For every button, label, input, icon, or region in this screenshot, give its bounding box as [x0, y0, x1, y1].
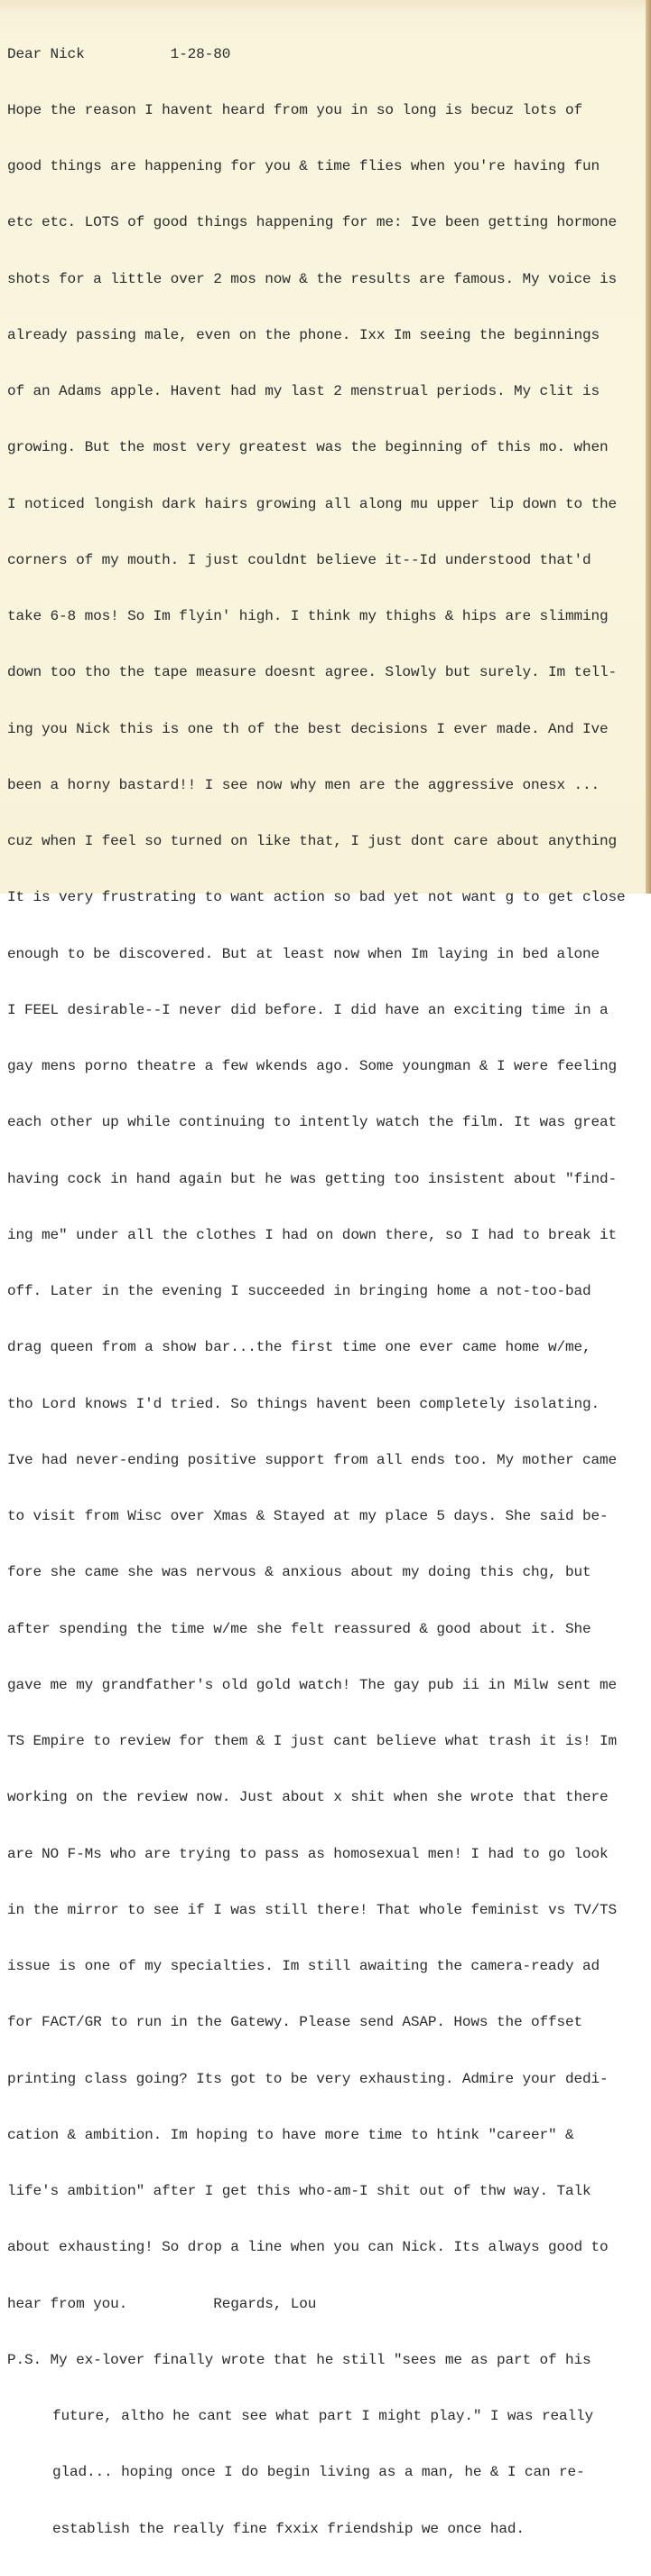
- body-line: issue is one of my specialties. Im still awaiting the camera-ready ad: [7, 1958, 600, 1974]
- body-line: cuz when I feel so turned on like that, I just dont care about anything: [7, 833, 618, 849]
- body-line: already passing male, even on the phone. Ixx Im seeing the beginnings: [7, 326, 600, 343]
- body-line: corners of my mouth. I just couldnt believe it--Id understood that'd: [7, 551, 591, 568]
- body-line: ing me" under all the clothes I had on down there, so I had to break it: [7, 1226, 618, 1243]
- postscript-line: glad... hoping once I do begin living as a man, he & I can re-: [52, 2464, 585, 2481]
- body-line: It is very frustrating to want action so bad yet not want g to get close: [7, 889, 626, 906]
- body-line: are NO F-Ms who are trying to pass as homosexual men! I had to go look: [7, 1845, 609, 1862]
- body-line: down too tho the tape measure doesnt agree. Slowly but surely. Im tell-: [7, 664, 618, 681]
- postscript-line: establish the really fine fxxix friendship we once had.: [52, 2520, 525, 2537]
- postscript-line: P.S. My ex-lover finally wrote that he still "sees me as part of his: [7, 2351, 591, 2368]
- body-line: growing. But the most very greatest was the beginning of this mo. when: [7, 439, 609, 456]
- body-line: ing you Nick this is one th of the best decisions I ever made. And Ive: [7, 720, 609, 737]
- body-line: TS Empire to review for them & I just cant believe what trash it is! Im: [7, 1733, 618, 1749]
- body-line: in the mirror to see if I was still there! That whole feminist vs TV/TS: [7, 1901, 618, 1918]
- body-line: take 6-8 mos! So Im flyin' high. I think my thighs & hips are slimming: [7, 608, 609, 624]
- body-line: gay mens porno theatre a few wkends ago. Some youngman & I were feeling: [7, 1058, 618, 1074]
- body-line: I noticed longish dark hairs growing all along mu upper lip down to the: [7, 495, 618, 512]
- body-line: tho Lord knows I'd tried. So things havent been completely isolating.: [7, 1395, 600, 1412]
- body-line: having cock in hand again but he was getting too insistent about "find-: [7, 1170, 618, 1187]
- body-line: each other up while continuing to intently watch the film. It was great: [7, 1114, 618, 1131]
- body-line: printing class going? Its got to be very exhausting. Admire your dedi-: [7, 2070, 609, 2087]
- body-line: after spending the time w/me she felt reassured & good about it. She: [7, 1620, 591, 1637]
- letter-header: Dear Nick 1-28-80: [7, 45, 231, 62]
- paper-edge: [646, 0, 651, 894]
- body-line: for FACT/GR to run in the Gatewy. Please send ASAP. Hows the offset: [7, 2014, 583, 2031]
- body-line: Ive had never-ending positive support from all ends too. My mother came: [7, 1451, 618, 1468]
- body-line: about exhausting! So drop a line when you can Nick. Its always good to: [7, 2239, 609, 2256]
- body-line: good things are happening for you & time flies when you're having fun: [7, 158, 600, 174]
- body-line: drag queen from a show bar...the first time one ever came home w/me,: [7, 1339, 591, 1356]
- body-line: Hope the reason I havent heard from you in so long is becuz lots of: [7, 101, 583, 118]
- body-line: cation & ambition. Im hoping to have more time to htink "career" &: [7, 2126, 574, 2143]
- letter-text: [7, 7, 650, 2576]
- body-line: life's ambition" after I get this who-am-I shit out of thw way. Talk: [7, 2183, 591, 2199]
- body-line: been a horny bastard!! I see now why men are the aggressive onesx ...: [7, 776, 600, 793]
- body-line: gave me my grandfather's old gold watch! The gay pub ii in Milw sent me: [7, 1676, 618, 1693]
- body-line: shots for a little over 2 mos now & the results are famous. My voice is: [7, 270, 618, 287]
- closing-line: hear from you. Regards, Lou: [7, 2295, 317, 2312]
- body-line: of an Adams apple. Havent had my last 2 menstrual periods. My clit is: [7, 383, 600, 399]
- body-line: fore she came she was nervous & anxious about my doing this chg, but: [7, 1564, 591, 1581]
- postscript-line: future, altho he cant see what part I might play." I was really: [52, 2408, 593, 2424]
- body-line: working on the review now. Just about x shit when she wrote that there: [7, 1789, 609, 1806]
- body-line: to visit from Wisc over Xmas & Stayed at my place 5 days. She said be-: [7, 1508, 609, 1524]
- body-line: etc etc. LOTS of good things happening for me: Ive been getting hormone: [7, 214, 618, 231]
- body-line: I FEEL desirable--I never did before. I did have an exciting time in a: [7, 1001, 609, 1018]
- body-line: off. Later in the evening I succeeded in bringing home a not-too-bad: [7, 1283, 591, 1299]
- body-line: enough to be discovered. But at least now when Im laying in bed alone: [7, 945, 600, 962]
